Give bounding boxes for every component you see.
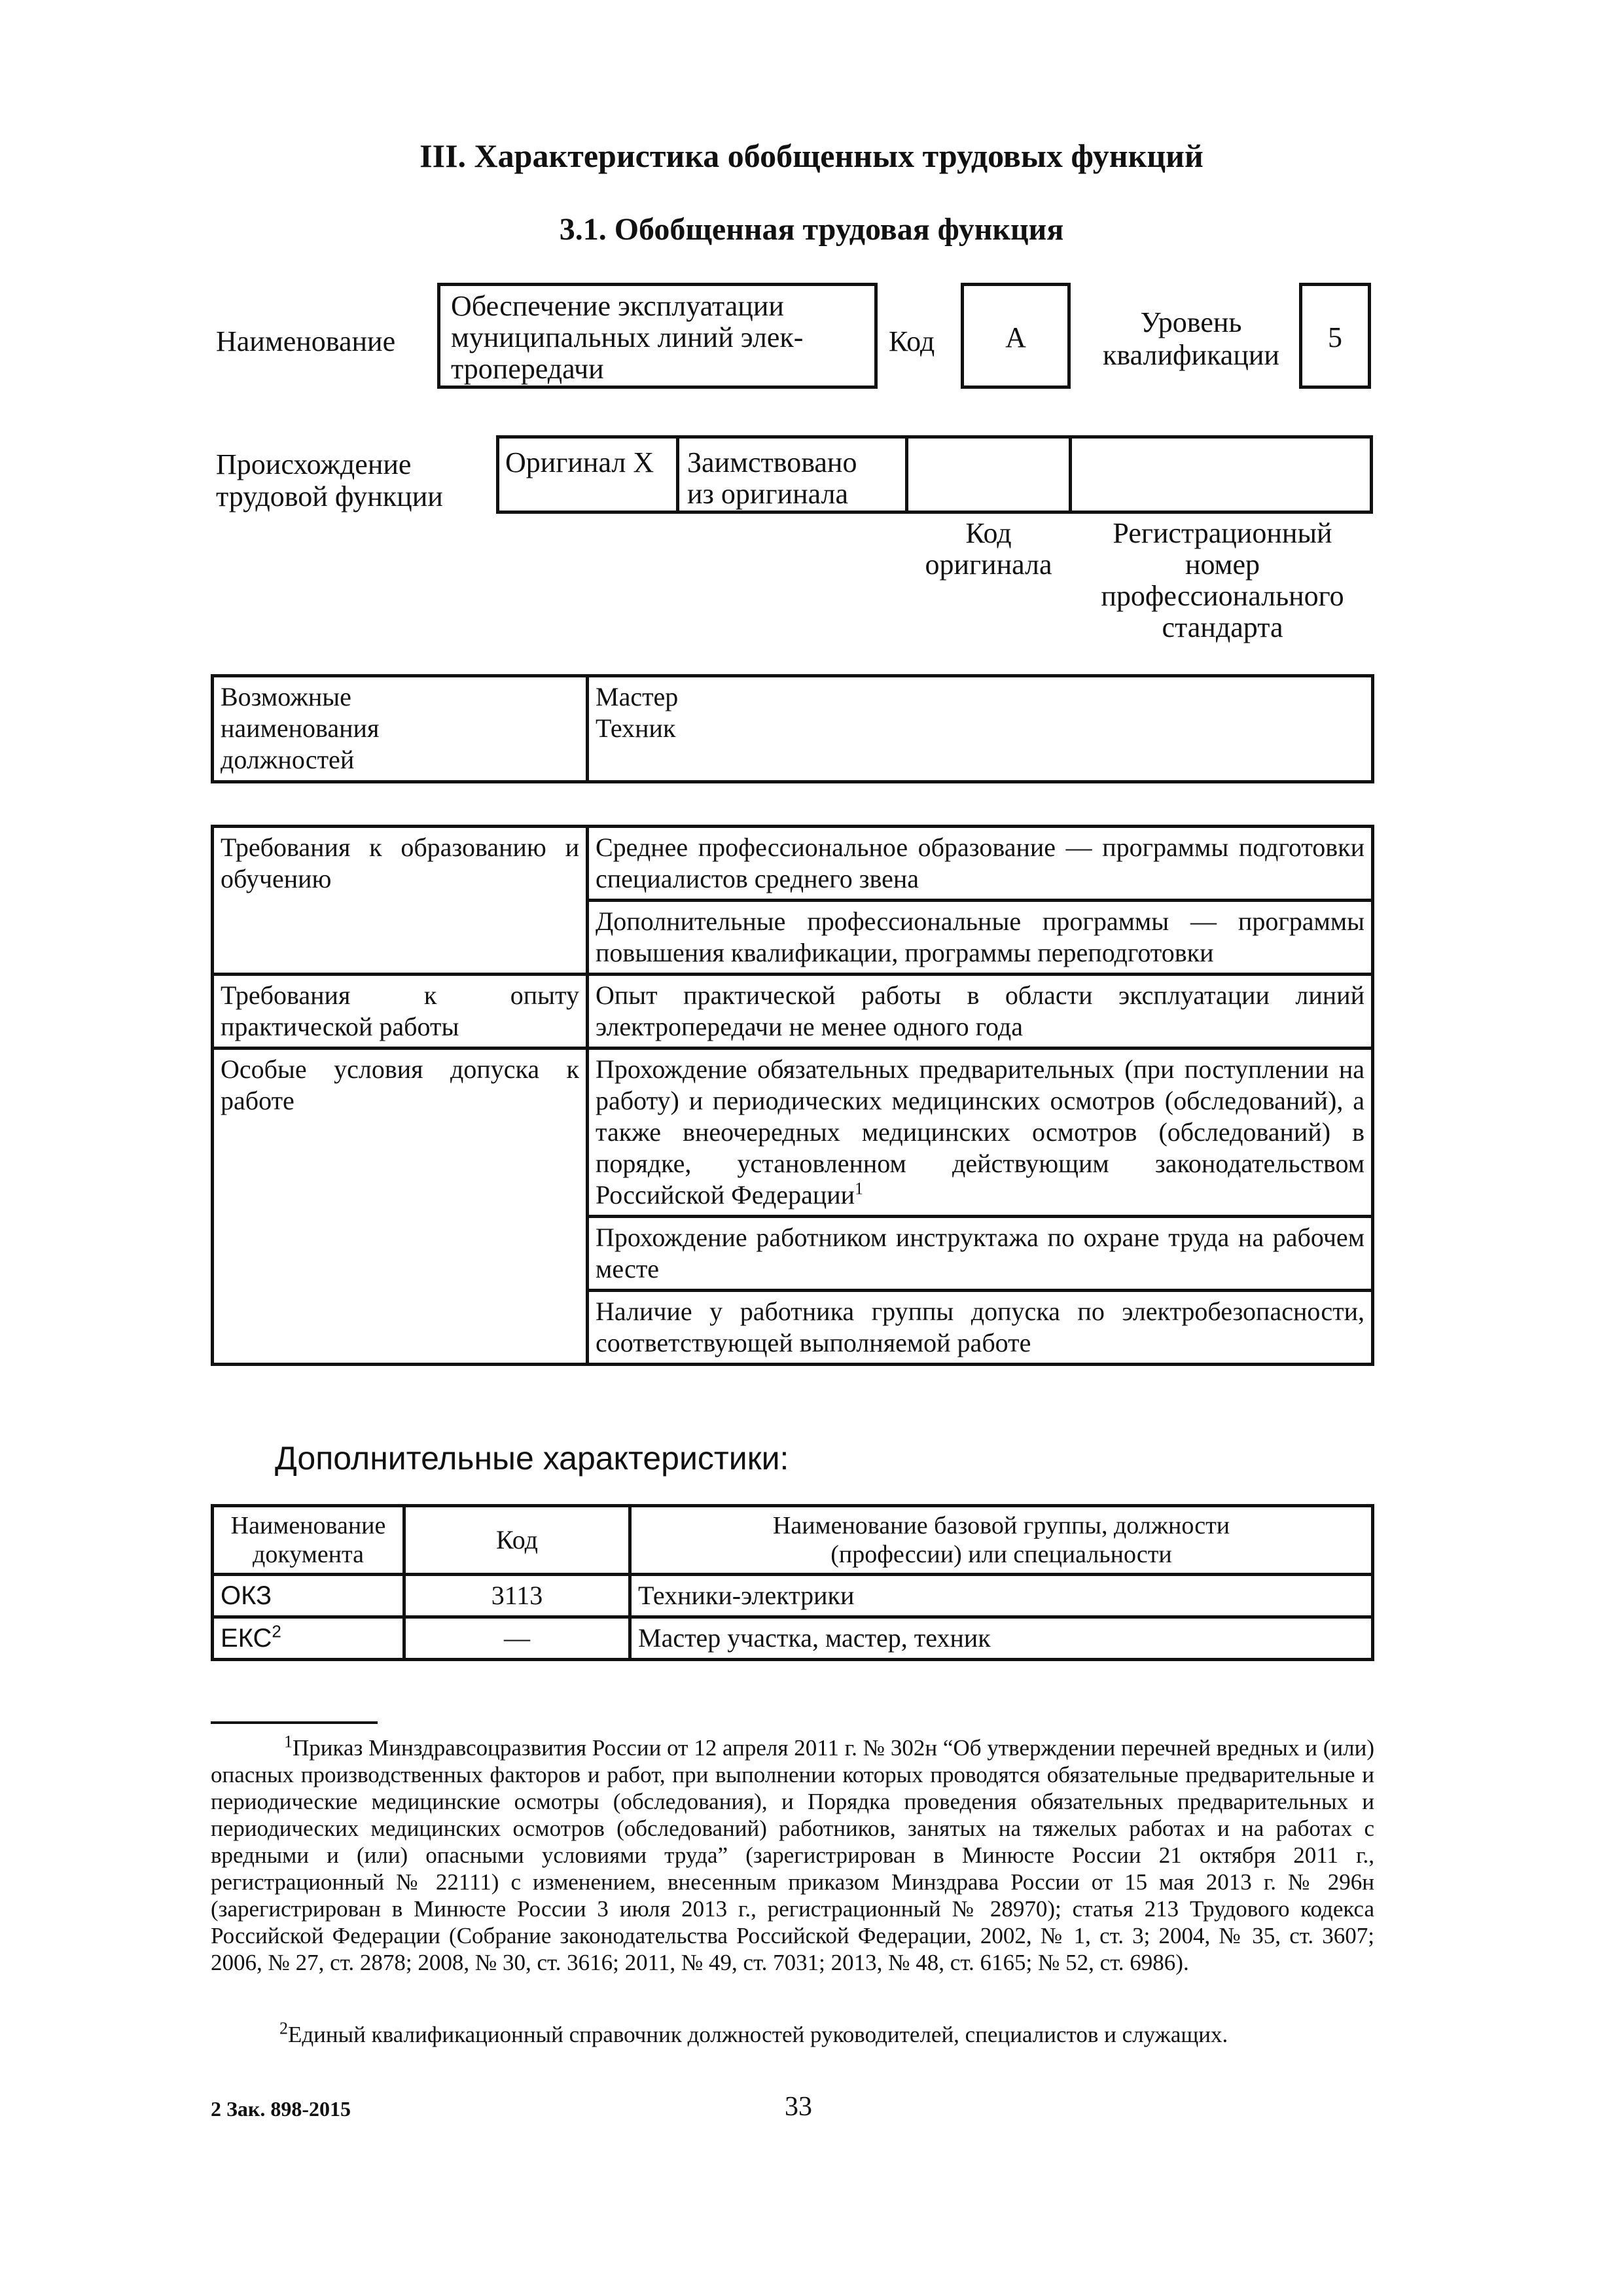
col-header-document: Наименование документа	[213, 1506, 404, 1575]
position-master: Мастер	[596, 682, 679, 711]
footnote-1	[211, 1734, 1374, 1976]
table-row	[213, 1575, 1373, 1617]
name-value-line2: муниципальных линий элек-	[451, 321, 804, 353]
page-number: 33	[785, 2092, 812, 2122]
position-technician: Техник	[596, 713, 676, 743]
code-original-line1: Код	[965, 517, 1012, 549]
conditions-value-1	[588, 1049, 1373, 1217]
origin-label-line2: трудовой функции	[216, 480, 443, 512]
code-label: Код	[889, 325, 935, 357]
footnote-rule	[211, 1721, 378, 1724]
reg-number-line2: номер	[1185, 548, 1260, 581]
origin-divider-2	[905, 435, 908, 514]
subsection-title: 3.1. Обобщенная трудовая функция	[559, 212, 1064, 247]
code-original-line2: оригинала	[925, 548, 1052, 581]
footnote-ref-1: 1	[855, 1179, 864, 1198]
education-value-1: Среднее профессиональное образование — программы подготовки специалистов среднего звена	[588, 827, 1373, 901]
positions-label-line3: должностей	[221, 745, 355, 774]
origin-borrowed-line2: из оригинала	[687, 478, 849, 510]
table-row	[213, 1617, 1373, 1660]
conditions-value-1-text: Прохождение обязательных предварительных (при поступлении на работу) и периодических медицинских осмотров (обследований), а также внеочередных медицинских осмотров (обследований) в порядке, установленном действующим законодательством Российской Федерации	[596, 1054, 1364, 1210]
origin-label-line1: Происхождение	[216, 448, 412, 480]
positions-label-line1: Возможные	[221, 682, 351, 711]
experience-label: Требования к опыту практической работы	[213, 975, 588, 1049]
col-header-group: Наименование базовой группы, должности (профессии) или специальности	[630, 1506, 1373, 1575]
level-value: 5	[1328, 321, 1342, 353]
positions-label-line2: наименования	[221, 713, 380, 743]
footnote-2-text: Единый квалификационный справочник должностей руководителей, специалистов и служащих.	[288, 2022, 1228, 2047]
order-number: 2 Зак. 898-2015	[211, 2097, 351, 2121]
section-title: III. Характеристика обобщенных трудовых функций	[419, 137, 1204, 174]
row-code: —	[404, 1617, 630, 1660]
level-label-line2: квалификации	[1103, 339, 1279, 371]
conditions-label: Особые условия допуска к работе	[213, 1049, 588, 1365]
name-value-line1: Обеспечение эксплуатации	[451, 290, 784, 322]
origin-divider-3	[1069, 435, 1072, 514]
conditions-value-3: Наличие у работника группы допуска по электробезопасности, соответствующей выполняемой работе	[588, 1291, 1373, 1365]
additional-title: Дополнительные характеристики:	[275, 1440, 789, 1477]
footnote-2	[211, 2018, 1374, 2048]
reg-number-line3: профессионального	[1101, 580, 1344, 612]
reg-number-line4: стандарта	[1162, 611, 1283, 643]
origin-original: Оригинал Х	[505, 446, 654, 478]
row-doc	[213, 1617, 404, 1660]
positions-label	[213, 676, 588, 782]
row-doc-text: ЕКС	[221, 1624, 272, 1653]
origin-borrowed-line1: Заимствовано	[687, 446, 857, 478]
origin-divider-1	[676, 435, 679, 514]
footnote-1-text: Приказ Минздравсоцразвития России от 12 апреля 2011 г. № 302н “Об утверждении перечней вредных и (или) опасных производственных факторов и работ, при выполнении которых проводятся обязательные предварительные и периодические медицинские осмотры (обследования), и Порядка проведения обязательных предварительных и периодических медицинских осмотров (обследований) работников, занятых на тяжелых работах и на работах с вредными и (или) опасными условиями труда” (зарегистрирован в Минюсте России 21 октября 2011 г., регистрационный № 22111) с изменением, внесенным приказом Минздрава России от 15 мая 2013 г. № 296н (зарегистрирован в Минюсте России 3 июля 2013 г., регистрационный № 28970); статья 213 Трудового кодекса Российской Федерации (Собрание законодательства Российской Федерации, 2002, № 1, ст. 3; 2004, № 35, ст. 3607; 2006, № 27, ст. 2878; 2008, № 30, ст. 3616; 2011, № 49, ст. 7031; 2013, № 48, ст. 6165; № 52, ст. 6986).	[211, 1735, 1374, 1975]
level-value-box	[1299, 283, 1371, 389]
additional-table	[211, 1504, 1374, 1661]
row-group: Техники-электрики	[630, 1575, 1373, 1617]
row-group: Мастер участка, мастер, техник	[630, 1617, 1373, 1660]
education-value-2: Дополнительные профессиональные программы — программы повышения квалификации, программы переподготовки	[588, 901, 1373, 975]
footnote-ref-2: 2	[272, 1621, 281, 1641]
positions-value	[588, 676, 1373, 782]
col-header-code: Код	[404, 1506, 630, 1575]
experience-value: Опыт практической работы в области эксплуатации линий электропередачи не менее одного года	[588, 975, 1373, 1049]
requirements-table	[211, 825, 1374, 1366]
footnote-1-mark: 1	[284, 1732, 293, 1751]
positions-table	[211, 674, 1374, 783]
level-label-line1: Уровень	[1140, 306, 1242, 338]
row-code: 3113	[404, 1575, 630, 1617]
conditions-value-2: Прохождение работником инструктажа по охране труда на рабочем месте	[588, 1217, 1373, 1291]
reg-number-line1: Регистрационный	[1113, 517, 1332, 549]
code-value: А	[1005, 321, 1026, 353]
row-doc-text: ОКЗ	[221, 1581, 272, 1610]
footnote-2-mark: 2	[279, 2018, 288, 2038]
row-doc	[213, 1575, 404, 1617]
code-value-box	[961, 283, 1071, 389]
name-label: Наименование	[216, 325, 396, 357]
education-label: Требования к образованию и обучению	[213, 827, 588, 975]
name-value-line3: тропередачи	[451, 353, 604, 385]
name-value-box	[437, 283, 878, 389]
